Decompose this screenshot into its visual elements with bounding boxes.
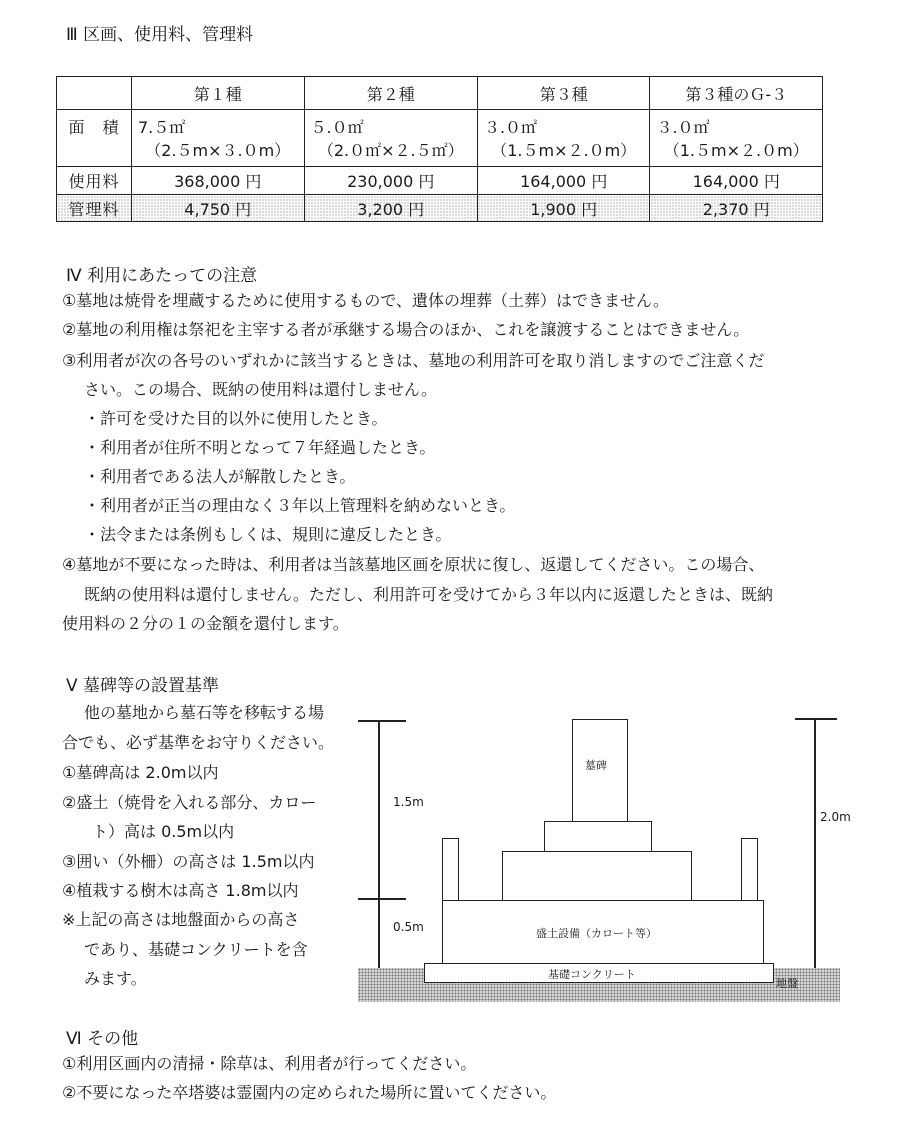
dimension-tick-mid xyxy=(358,898,406,900)
row-label-usage-fee: 使用料 xyxy=(57,167,132,195)
area-dimension: （1.５m×２.０m） xyxy=(477,138,650,167)
row-label-area: 面 積 xyxy=(57,110,132,139)
row-label-management-fee: 管理料 xyxy=(57,195,132,222)
dimension-label-15: 1.5m xyxy=(393,795,424,809)
standard-line: ①墓碑高は 2.0m以内 xyxy=(62,763,219,782)
notice-line: 使用料の２分の１の金額を還付します。 xyxy=(62,614,349,633)
notice-bullet: ・利用者である法人が解散したとき。 xyxy=(84,467,356,486)
notice-line: ③利用者が次の各号のいずれかに該当するときは、墓地の利用許可を取り消しますのでご注意くだ xyxy=(62,351,765,370)
notice-bullet: ・法令または条例もしくは、規則に違反したとき。 xyxy=(84,525,452,544)
standard-line: ト）高は 0.5m以内 xyxy=(92,822,235,841)
fence-post-right xyxy=(741,838,758,901)
column-header: 第２種 xyxy=(304,77,477,110)
row-label-area-empty xyxy=(57,138,132,167)
management-fee-value: 1,900 円 xyxy=(477,195,650,222)
notice-bullet: ・利用者が正当の理由なく３年以上管理料を納めないとき。 xyxy=(84,496,516,515)
other-line: ①利用区画内の清掃・除草は、利用者が行ってください。 xyxy=(62,1054,477,1073)
dimension-line-15 xyxy=(378,722,380,898)
column-header: 第３種 xyxy=(477,77,650,110)
notice-line: さい。この場合、既納の使用料は還付しません。 xyxy=(84,380,437,399)
dimension-tick-right-top xyxy=(795,718,837,720)
section3-heading: Ⅲ 区画、使用料、管理料 xyxy=(66,25,254,45)
section6-heading: Ⅵ その他 xyxy=(66,1029,139,1049)
usage-fee-value: 164,000 円 xyxy=(650,167,823,195)
table-row-management-fee xyxy=(57,195,823,222)
column-header: 第３種のＧ-３ xyxy=(650,77,823,110)
notice-bullet: ・利用者が住所不明となって７年経過したとき。 xyxy=(84,438,436,457)
management-fee-value: 4,750 円 xyxy=(132,195,305,222)
notice-line: 既納の使用料は還付しません。ただし、利用許可を受けてから３年以内に返還したときは、既納 xyxy=(84,585,773,604)
standard-line: であり、基礎コンクリートを含 xyxy=(84,940,308,959)
table-row-area-dims xyxy=(57,138,823,167)
table-header-row xyxy=(57,77,823,110)
ground-label: 地盤 xyxy=(776,977,798,990)
notice-line: ④墓地が不要になった時は、利用者は当該墓地区画を原状に復し、返還してください。この場合、 xyxy=(62,555,765,574)
dimension-tick-top xyxy=(358,720,406,722)
usage-fee-value: 368,000 円 xyxy=(132,167,305,195)
area-value: ５.０㎡ xyxy=(304,110,477,139)
usage-fee-value: 164,000 円 xyxy=(477,167,650,195)
fee-table xyxy=(56,76,823,222)
table-row-area xyxy=(57,110,823,139)
standard-line: 合でも、必ず基準をお守りください。 xyxy=(62,733,335,752)
notice-bullet: ・許可を受けた目的以外に使用したとき。 xyxy=(84,409,388,428)
standard-line: みます。 xyxy=(84,969,147,988)
notice-line: ①墓地は焼骨を埋蔵するために使用するもので、遺体の埋葬（土葬）はできません。 xyxy=(62,291,669,310)
area-value: ３.０㎡ xyxy=(477,110,650,139)
table-corner-cell xyxy=(57,77,132,110)
standard-line: ④植栽する樹木は高さ 1.8m以内 xyxy=(62,881,299,900)
area-value: 7.５㎡ xyxy=(132,110,305,139)
other-line: ②不要になった卒塔婆は霊園内の定められた場所に置いてください。 xyxy=(62,1083,557,1102)
section4-heading: Ⅳ 利用にあたっての注意 xyxy=(66,266,258,286)
notice-line: ②墓地の利用権は祭祀を主宰する者が承継する場合のほか、これを譲渡することはできません。 xyxy=(62,320,750,339)
standard-line: ※上記の高さは地盤面からの高さ xyxy=(62,910,300,929)
standard-line: ③囲い（外柵）の高さは 1.5m以内 xyxy=(62,852,315,871)
management-fee-value: 2,370 円 xyxy=(650,195,823,222)
dimension-label-20: 2.0m xyxy=(820,810,851,824)
tombstone-label: 墓碑 xyxy=(585,759,607,772)
dimension-line-05 xyxy=(378,900,380,968)
usage-fee-value: 230,000 円 xyxy=(304,167,477,195)
dimension-label-05: 0.5m xyxy=(393,920,424,934)
area-value: ３.０㎡ xyxy=(650,110,823,139)
section5-heading: Ⅴ 墓碑等の設置基準 xyxy=(66,676,220,696)
step-block-upper xyxy=(544,821,652,852)
table-row-usage-fee xyxy=(57,167,823,195)
fence-post-left xyxy=(442,838,459,901)
mound-label: 盛土設備（カロート等） xyxy=(536,927,657,940)
area-dimension: （2.０㎡×２.５㎡） xyxy=(304,138,477,167)
management-fee-value: 3,200 円 xyxy=(304,195,477,222)
dimension-line-20 xyxy=(814,720,816,968)
step-block-lower xyxy=(502,851,692,901)
standard-line: ②盛土（焼骨を入れる部分、カロー xyxy=(62,793,317,812)
foundation-label: 基礎コンクリート xyxy=(548,968,636,981)
area-dimension: （1.５m×２.０m） xyxy=(650,138,823,167)
area-dimension: （2.５m×３.０m） xyxy=(132,138,305,167)
column-header: 第１種 xyxy=(132,77,305,110)
standard-line: 他の墓地から墓石等を移転する場 xyxy=(84,703,325,722)
